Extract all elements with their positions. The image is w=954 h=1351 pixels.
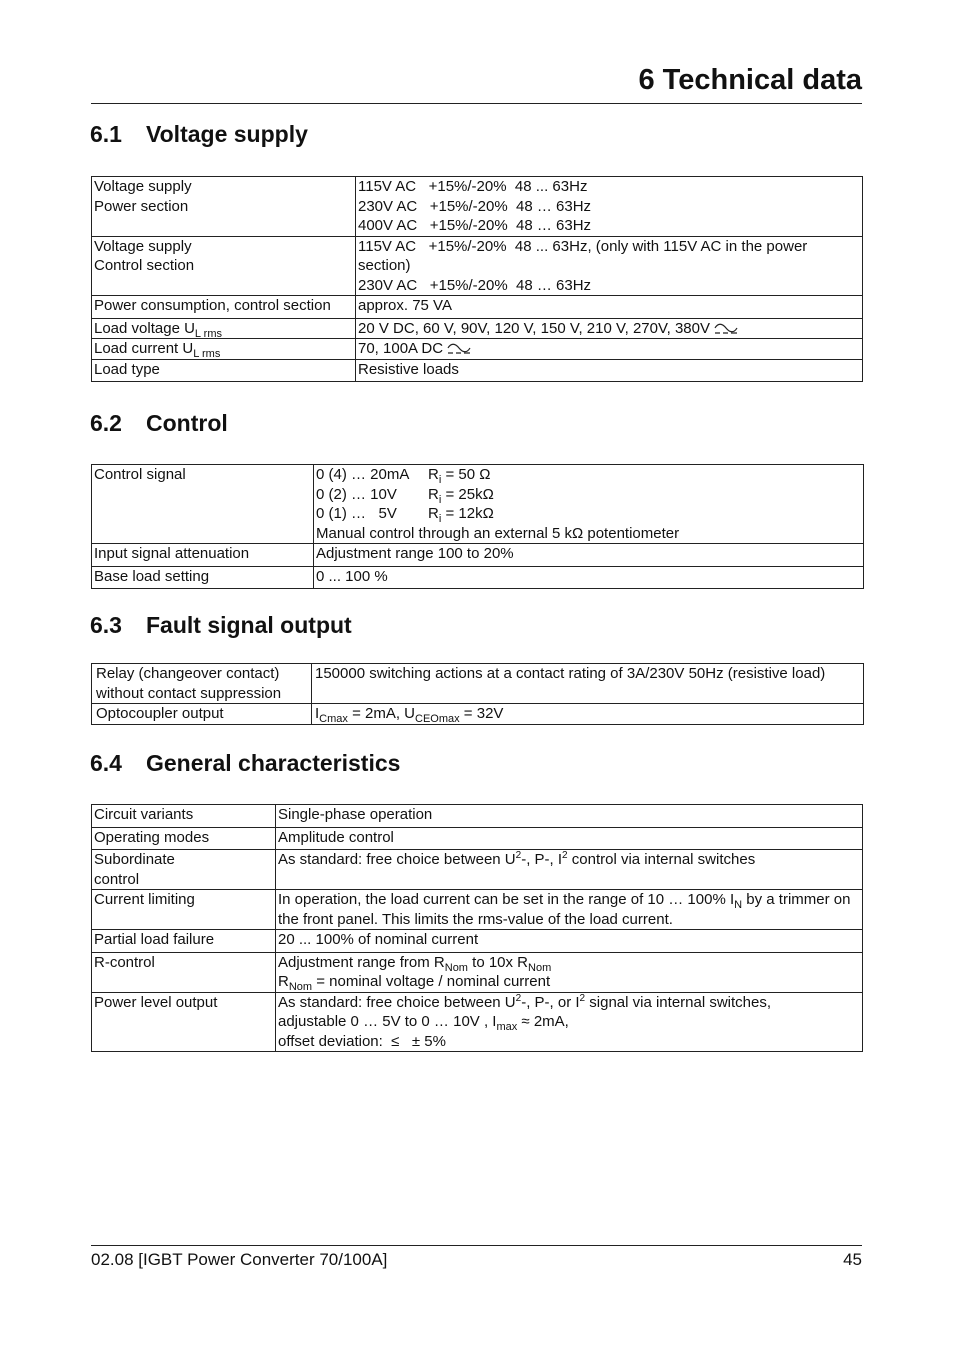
table-row: [92, 544, 864, 567]
subscript: Nom: [288, 981, 313, 993]
control-signal-line: [316, 465, 861, 485]
table-label-cell: [92, 664, 312, 704]
ri-value: = 12kΩ: [445, 505, 494, 522]
table-value-cell: Resistive loads: [356, 359, 863, 382]
superscript: 2: [515, 992, 522, 1004]
table-label-cell: R-control: [92, 952, 276, 992]
cell-text: Relay (changeover contact): [96, 665, 280, 682]
table-value-cell: [356, 339, 863, 360]
table-label-cell: [92, 236, 356, 296]
section-number: 6.3: [90, 612, 122, 638]
table-value-cell: 150000 switching actions at a contact rating of 3A/230V 50Hz (resistive load): [312, 664, 864, 704]
cell-text: signal via internal switches,: [585, 993, 772, 1011]
subscript: N: [734, 899, 743, 911]
control-signal-line: [316, 504, 861, 524]
cell-text: As standard: free choice between U: [278, 993, 516, 1011]
table-row: [92, 704, 864, 725]
table-value-cell: [314, 465, 864, 544]
table-value-cell: [356, 177, 863, 237]
section-title: Fault signal output: [146, 612, 352, 638]
table-value-cell: [356, 318, 863, 339]
cell-text: = nominal voltage / nominal current: [312, 973, 551, 990]
cell-text: 115V AC +15%/-20% 48 ... 63Hz, (only with 115V AC in the power section): [358, 237, 812, 274]
subscript: L rms: [194, 327, 222, 340]
footer-divider: [91, 1245, 862, 1246]
cell-text: I: [315, 705, 320, 722]
table-label-cell: [92, 177, 356, 237]
table-row: [92, 827, 863, 850]
cell-text: Manual control through an external 5 kΩ potentiometer: [316, 524, 680, 542]
cell-text: ≈ 2mA,: [517, 1013, 569, 1030]
table-label-cell: Current limiting: [92, 890, 276, 930]
table-label-cell: [92, 850, 276, 890]
table-value-cell: [276, 952, 863, 992]
section-title: Voltage supply: [146, 121, 308, 147]
table-row: [92, 359, 863, 382]
cell-text: 115V AC +15%/-20% 48 ... 63Hz: [358, 178, 588, 195]
cell-text: Load voltage U: [94, 319, 195, 337]
general-characteristics-table: [91, 804, 863, 1052]
cell-text: In operation, the load current can be set in the range of 10 … 100% I: [278, 891, 735, 908]
cell-text: 70, 100A DC: [358, 340, 444, 357]
cell-text: [278, 953, 860, 973]
ri-value: = 50 Ω: [445, 466, 491, 483]
table-row: [92, 805, 863, 828]
subscript: max: [496, 1021, 518, 1033]
footer-document-title: 02.08 [IGBT Power Converter 70/100A]: [91, 1250, 388, 1269]
signal-range: 0 (2) … 10V: [316, 485, 397, 503]
table-value-cell: [312, 704, 864, 725]
subscript: i: [438, 513, 442, 525]
table-value-cell: [276, 850, 863, 890]
cell-text: by a trimmer on the front panel. This limits the rms-value of the load current.: [278, 891, 851, 928]
page-number: 45: [843, 1250, 862, 1269]
cell-text: Voltage supply: [94, 237, 192, 255]
table-row: [92, 236, 863, 296]
table-value-cell: 0 ... 100 %: [314, 566, 864, 589]
table-row: [92, 177, 863, 237]
table-label-cell: Input signal attenuation: [92, 544, 314, 567]
ri-symbol: R: [428, 466, 439, 483]
table-value-cell: 20 ... 100% of nominal current: [276, 930, 863, 953]
section-heading-control: [90, 410, 228, 437]
cell-text: R: [278, 973, 289, 990]
table-value-cell: [356, 236, 863, 296]
section-title: General characteristics: [146, 750, 401, 776]
table-value-cell: [276, 890, 863, 930]
table-row: [92, 850, 863, 890]
table-row: [92, 890, 863, 930]
cell-text: adjustable 0 … 5V to 0 … 10V , I: [278, 1013, 497, 1030]
fault-signal-table: [91, 663, 864, 725]
superscript: 2: [562, 850, 568, 861]
cell-text: [278, 972, 860, 992]
table-row: [92, 930, 863, 953]
cell-text: Load current U: [94, 340, 194, 357]
cell-text: As standard: free choice between U: [278, 851, 516, 868]
cell-text: to 10x R: [467, 953, 529, 971]
header-divider: [91, 103, 862, 104]
cell-text: Control section: [94, 257, 195, 274]
superscript: 2: [579, 992, 586, 1004]
table-row: [92, 992, 863, 1052]
table-row: [92, 664, 864, 704]
ri-symbol: R: [428, 505, 439, 522]
table-value-cell: Single-phase operation: [276, 805, 863, 828]
table-row: [92, 339, 863, 360]
subscript: Nom: [528, 961, 552, 974]
table-label-cell: Power consumption, control section: [92, 296, 356, 319]
section-number: 6.2: [90, 410, 122, 436]
table-label-cell: [92, 318, 356, 339]
section-title: Control: [146, 410, 228, 436]
ac-dc-icon: [714, 323, 738, 335]
subscript: Nom: [444, 961, 468, 974]
cell-text: control: [94, 870, 140, 888]
ac-dc-icon: [447, 343, 471, 355]
subscript: i: [438, 474, 442, 486]
signal-range: 0 (1) … 5V: [316, 505, 397, 522]
table-row: [92, 465, 864, 544]
cell-text: = 32V: [459, 705, 504, 722]
cell-text: -, P-, I: [521, 851, 563, 868]
cell-text: 230V AC +15%/-20% 48 … 63Hz: [358, 197, 592, 215]
cell-text: -, P-, or I: [521, 993, 580, 1011]
subscript: L rms: [193, 348, 221, 360]
cell-text: Subordinate: [94, 851, 175, 868]
ri-symbol: R: [428, 485, 439, 503]
table-label-cell: Circuit variants: [92, 805, 276, 828]
cell-text: 400V AC +15%/-20% 48 … 63Hz: [358, 217, 592, 234]
cell-text: without contact suppression: [96, 684, 282, 702]
cell-text: 230V AC +15%/-20% 48 … 63Hz: [358, 276, 592, 294]
ri-value: = 25kΩ: [445, 485, 494, 503]
cell-text: Voltage supply: [94, 178, 192, 195]
superscript: 2: [515, 850, 522, 861]
cell-text: Power section: [94, 197, 189, 215]
cell-text: Adjustment range from R: [278, 953, 445, 971]
section-number: 6.1: [90, 121, 122, 147]
table-label-cell: Load type: [92, 359, 356, 382]
control-signal-line: [316, 485, 861, 505]
table-row: [92, 566, 864, 589]
cell-text: 20 V DC, 60 V, 90V, 120 V, 150 V, 210 V, 270V, 380V: [358, 319, 710, 337]
table-label-cell: Power level output: [92, 992, 276, 1052]
section-heading-fault-signal-output: [90, 612, 352, 639]
table-label-cell: Control signal: [92, 465, 314, 544]
subscript: i: [438, 493, 442, 506]
table-label-cell: Partial load failure: [92, 930, 276, 953]
control-table: [91, 464, 864, 589]
cell-text: control via internal switches: [567, 851, 756, 868]
cell-text: [278, 993, 860, 1013]
voltage-supply-table: [91, 176, 863, 382]
table-row: [92, 952, 863, 992]
cell-text: = 2mA, U: [347, 705, 416, 722]
table-label-cell: [92, 339, 356, 360]
table-row: [92, 318, 863, 339]
section-number: 6.4: [90, 750, 122, 776]
table-value-cell: [276, 992, 863, 1052]
table-value-cell: Adjustment range 100 to 20%: [314, 544, 864, 567]
section-heading-general-characteristics: [90, 750, 400, 777]
cell-text: offset deviation: ≤ ± 5%: [278, 1032, 446, 1050]
signal-range: 0 (4) … 20mA: [316, 466, 410, 483]
subscript: Cmax: [319, 713, 348, 725]
table-label-cell: Operating modes: [92, 827, 276, 850]
table-row: [92, 296, 863, 319]
section-heading-voltage-supply: [90, 121, 308, 148]
table-label-cell: Optocoupler output: [92, 704, 312, 725]
subscript: CEOmax: [415, 713, 460, 725]
table-value-cell: Amplitude control: [276, 827, 863, 850]
cell-text: [278, 1012, 860, 1032]
table-label-cell: Base load setting: [92, 566, 314, 589]
chapter-title: 6 Technical data: [638, 64, 862, 96]
table-value-cell: approx. 75 VA: [356, 296, 863, 319]
